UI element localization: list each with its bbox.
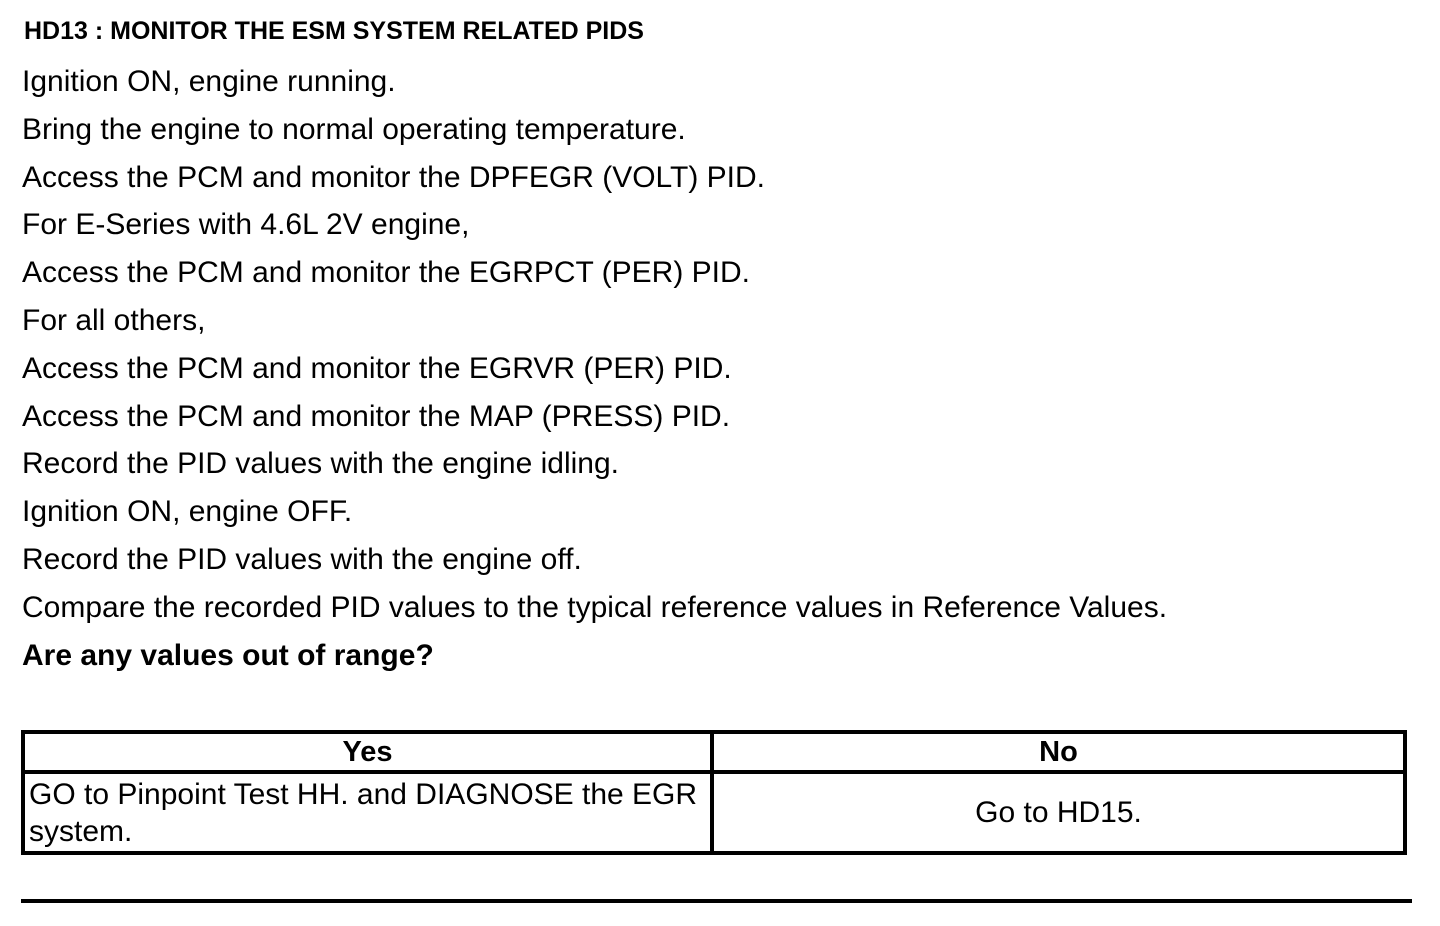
table-row	[23, 772, 1405, 853]
yes-column-header: Yes	[23, 732, 712, 772]
procedure-step: Bring the engine to normal operating temperature.	[22, 112, 686, 146]
procedure-step: Record the PID values with the engine off.	[22, 542, 582, 576]
procedure-step: Record the PID values with the engine idling.	[22, 447, 620, 481]
no-column-header: No	[712, 732, 1405, 772]
step-heading: HD13 : MONITOR THE ESM SYSTEM RELATED PIDS	[24, 17, 644, 45]
procedure-step: For E-Series with 4.6L 2V engine,	[22, 208, 470, 242]
procedure-step: For all others,	[22, 303, 206, 337]
procedure-step: Ignition ON, engine running.	[22, 65, 396, 98]
table-header-row	[23, 732, 1405, 772]
procedure-steps	[22, 58, 1167, 679]
yes-action-cell: GO to Pinpoint Test HH. and DIAGNOSE the EGR system.	[23, 772, 712, 853]
procedure-step: Compare the recorded PID values to the typical reference values in Reference Values.	[22, 590, 1168, 624]
procedure-step: Access the PCM and monitor the EGRVR (PER) PID.	[22, 351, 732, 385]
no-action-cell: Go to HD15.	[712, 772, 1405, 853]
procedure-step: Access the PCM and monitor the DPFEGR (VOLT) PID.	[22, 160, 765, 194]
procedure-step: Access the PCM and monitor the MAP (PRESS) PID.	[22, 399, 731, 433]
decision-question: Are any values out of range?	[22, 638, 434, 672]
procedure-step: Access the PCM and monitor the EGRPCT (PER) PID.	[22, 256, 751, 290]
procedure-step: Ignition ON, engine OFF.	[22, 495, 353, 529]
section-divider	[21, 899, 1412, 903]
yes-no-result-table	[21, 730, 1407, 855]
